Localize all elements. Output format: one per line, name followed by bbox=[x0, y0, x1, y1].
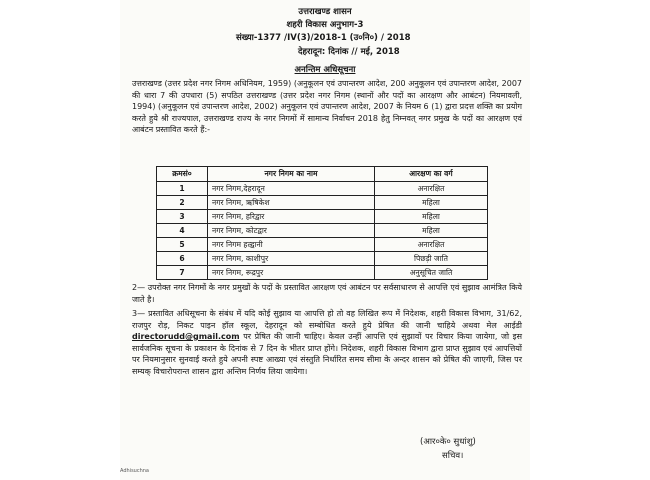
row-sn: 1 bbox=[157, 182, 208, 196]
row-sn: 7 bbox=[157, 266, 208, 280]
row-category: अनुसूचित जाति bbox=[375, 266, 488, 280]
department-section: शहरी विकास अनुभाग-3 bbox=[286, 20, 364, 30]
email-link[interactable]: directorudd@gmail.com bbox=[132, 332, 240, 341]
row-category: महिला bbox=[375, 210, 488, 224]
table-row bbox=[157, 196, 488, 210]
row-sn: 3 bbox=[157, 210, 208, 224]
row-sn: 2 bbox=[157, 196, 208, 210]
row-name: नगर निगम, हरिद्वार bbox=[208, 210, 375, 224]
table-header-row bbox=[157, 167, 488, 182]
row-category: पिछड़ी जाति bbox=[375, 252, 488, 266]
paragraph-3 bbox=[132, 308, 522, 377]
government-name: उत्तराखण्ड शासन bbox=[298, 7, 352, 17]
table-row bbox=[157, 238, 488, 252]
table-row bbox=[157, 224, 488, 238]
row-category: महिला bbox=[375, 224, 488, 238]
document-title bbox=[120, 64, 530, 75]
row-name: नगर निगम,देहरादून bbox=[208, 182, 375, 196]
table-row bbox=[157, 210, 488, 224]
paragraph-2: 2— उपरोक्त नगर निगमों के नगर प्रमुखों के पदों के प्रस्तावित आरक्षण एवं आबंटन पर सर्वसाधारण से आपत्ति एवं सुझाव आमंत्रित किये जाते है। bbox=[132, 283, 522, 304]
table-row bbox=[157, 252, 488, 266]
signatory-name: (आर०के० सुधांशु) bbox=[420, 437, 476, 447]
table-row bbox=[157, 266, 488, 280]
row-sn: 4 bbox=[157, 224, 208, 238]
notification-document bbox=[120, 0, 530, 480]
reference-number: संख्या-1377 /IV(3)/2018-1 (उ०नि०) / 2018 bbox=[236, 33, 411, 43]
row-sn: 5 bbox=[157, 238, 208, 252]
row-name: नगर निगम, काशीपुर bbox=[208, 252, 375, 266]
row-category: अनारक्षित bbox=[375, 238, 488, 252]
row-category: अनारक्षित bbox=[375, 182, 488, 196]
row-sn: 6 bbox=[157, 252, 208, 266]
row-name: नगर निगम, कोटद्वार bbox=[208, 224, 375, 238]
row-name: नगर निगम हल्द्वानी bbox=[208, 238, 375, 252]
column-header-category: आरक्षण का वर्ग bbox=[375, 167, 488, 182]
paragraph-3-rest: पर प्रेषित की जानी चाहिए। केवल उन्हीं आपत्ति एवं सुझावों पर विचार किया जायेगा, जो इस सार्वजनिक सूचना के प्रकाशन के दिनांक से 7 दिन के भीतर प्राप्त होंगे। निदेशक, शहरी विकास विभाग द्वारा प्राप्त सुझाव एवं आपत्तियों पर नियमानुसार सुनवाई करते हुये अपनी स्पष्ट आख्या एवं संस्तुति निर्धारित समय सीमा के अन्दर शासन को प्रेषित की जाएगी, जिस पर सम्यक् विचारोपरान्त शासन द्वारा अन्तिम निर्णय लिया जायेगा। bbox=[132, 332, 522, 376]
signatory-designation: सचिव। bbox=[442, 451, 464, 461]
row-name: नगर निगम, रूद्रपुर bbox=[208, 266, 375, 280]
document-title-text: अनन्तिम अधिसूचना bbox=[294, 65, 356, 75]
footer-mark: Adhisuchna bbox=[120, 468, 149, 474]
column-header-sn: क्रमसं० bbox=[157, 167, 208, 182]
table-row bbox=[157, 182, 488, 196]
row-name: नगर निगम, ऋषिकेश bbox=[208, 196, 375, 210]
paragraph-3-intro: 3— प्रस्तावित अधिसूचना के संबंध में यदि कोई सुझाव या आपत्ति हो तो वह लिखित रूप में निदेशक, शहरी विकास विभाग, 31/62, राजपुर रोड़, निकट पाइन हॉल स्कूल, देहरादून को सम्बोधित करते हुये प्रेषित की जानी चाहिये अथवा मेल आईडी bbox=[132, 309, 522, 330]
row-category: महिला bbox=[375, 196, 488, 210]
column-header-name: नगर निगम का नाम bbox=[208, 167, 375, 182]
paragraph-1: उत्तराखण्ड (उत्तर प्रदेश नगर निगम अधिनियम, 1959) (अनुकूलन एवं उपान्तरण आदेश, 200 अनुकूलन एवं उपान्तरण आदेश, 2007 की धारा 7 की उपधारा (5) सपठित उत्तराखण्ड (उत्तर प्रदेश नगर निगम (स्थानों और पदों का आरक्षण और आबंटन) नियमावली, 1994) (अनुकूलन एवं उपान्तरण आदेश, 2002) अनुकूलन एवं उपान्तरण आदेश, 2007 के नियम 6 (1) द्वारा प्रदत्त शक्ति का प्रयोग करते हुये श्री राज्यपाल, उत्तराखण्ड राज्य के नगर निगमों में सामान्य निर्वाचन 2018 हेतु निम्नवत् नगर प्रमुख के पदों का आरक्षण एवं आबंटन प्रस्तावित करते हैं:- bbox=[132, 79, 522, 134]
reservation-table bbox=[156, 166, 488, 280]
place-date: देहरादून: दिनांक // मई, 2018 bbox=[298, 47, 400, 57]
